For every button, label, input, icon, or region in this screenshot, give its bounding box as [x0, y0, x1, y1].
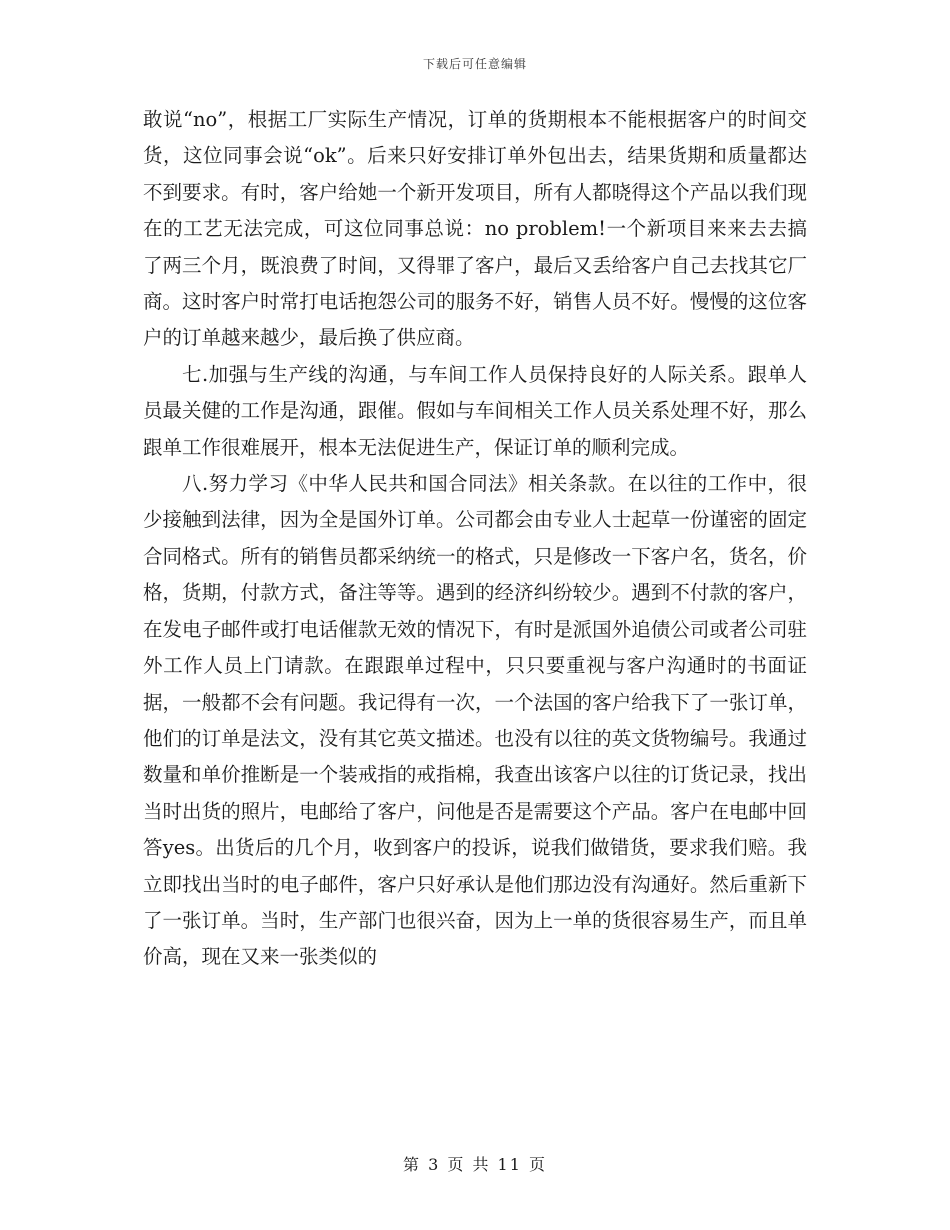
page-number: 第 3 页 共 11 页 [403, 1155, 547, 1174]
paragraph-section-8: 八.努力学习《中华人民共和国合同法》相关条款。在以往的工作中，很少接触到法律，因为全是国外订单。公司都会由专业人士起草一份谨密的固定合同格式。所有的销售员都采纳统一的格式，只是修改一下客户名，货名，价格，货期，付款方式，备注等等。遇到的经济纠纷较少。遇到不付款的客户，在发电子邮件或打电话催款无效的情况下，有时是派国外追债公司或者公司驻外工作人员上门请款。在跟跟单过程中，只只要重视与客户沟通时的书面证据，一般都不会有问题。我记得有一次，一个法国的客户给我下了一张订单，他们的订单是法文，没有其它英文描述。也没有以往的英文货物编号。我通过数量和单价推断是一个装戒指的戒指棉，我查出该客户以往的订货记录，找出当时出货的照片，电邮给了客户，问他是否是需要这个产品。客户在电邮中回答yes。出货后的几个月，收到客户的投诉，说我们做错货，要求我们赔。我立即找出当时的电子邮件，客户只好承认是他们那边没有沟通好。然后重新下了一张订单。当时，生产部门也很兴奋，因为上一单的货很容易生产，而且单价高，现在又来一张类似的 [143, 472, 807, 969]
page-header: 下载后可任意编辑 [422, 57, 527, 71]
document-body [143, 102, 807, 976]
paragraph-section-7: 七.加强与生产线的沟通，与车间工作人员保持良好的人际关系。跟单人员最关健的工作是沟通，跟催。假如与车间相关工作人员关系处理不好，那么跟单工作很难展开，根本无法促进生产，保证订单的顺利完成。 [143, 362, 807, 459]
paragraph-continuation: 敢说“no”，根据工厂实际生产情况，订单的货期根本不能根据客户的时间交货，这位同事会说“ok”。后来只好安排订单外包出去，结果货期和质量都达不到要求。有时，客户给她一个新开发项目，所有人都晓得这个产品以我们现在的工艺无法完成，可这位同事总说：no problem!一个新项目来来去去搞了两三个月，既浪费了时间，又得罪了客户，最后又丢给客户自己去找其它厂商。这时客户时常打电话抱怨公司的服务不好，销售人员不好。慢慢的这位客户的订单越来越少，最后换了供应商。 [143, 108, 807, 350]
